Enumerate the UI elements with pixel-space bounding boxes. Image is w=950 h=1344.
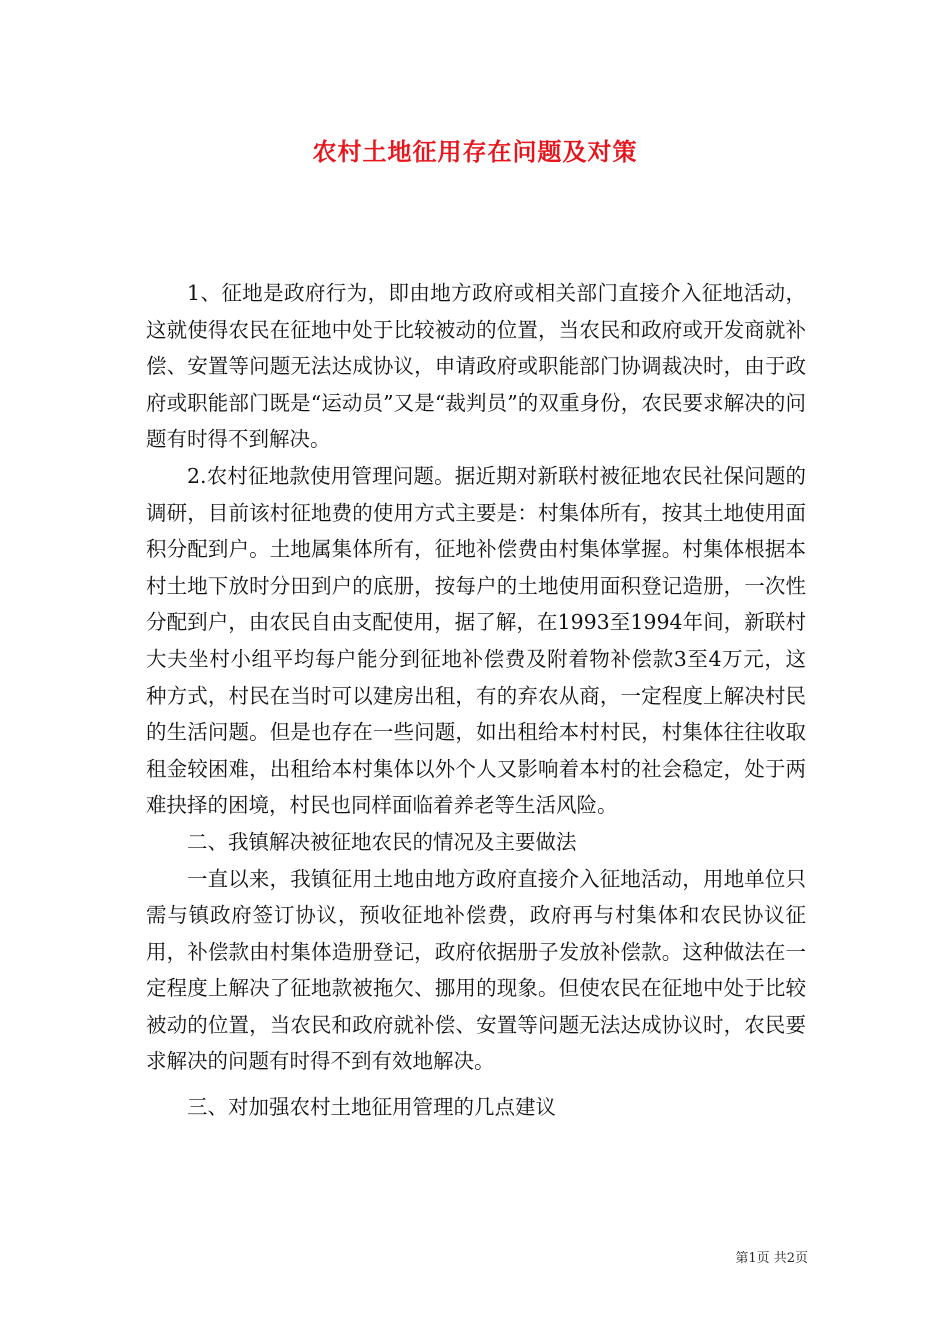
paragraph-1: 1、征地是政府行为，即由地方政府或相关部门直接介入征地活动，这就使得农民在征地中处于比较被动的位置，当农民和政府或开发商就补偿、安置等问题无法达成协议，申请政府或职能部门协调裁决时，由于政府或职能部门既是“运动员”又是“裁判员”的双重身份，农民要求解决的问题有时得不到解决。 (146, 281, 806, 452)
section-heading-3: 三、对加强农村土地征用管理的几点建议 (187, 1095, 556, 1120)
document-title: 农村土地征用存在问题及对策 (312, 137, 638, 166)
document-body (146, 275, 806, 1126)
section-heading-2: 二、我镇解决被征地农民的情况及主要做法 (187, 829, 577, 854)
paragraph-3: 一直以来，我镇征用土地由地方政府直接介入征地活动，用地单位只需与镇政府签订协议，预收征地补偿费，政府再与村集体和农民协议征用，补偿款由村集体造册登记，政府依据册子发放补偿款。这种做法在一定程度上解决了征地款被拖欠、挪用的现象。但使农民在征地中处于比较被动的位置，当农民和政府就补偿、安置等问题无法达成协议时，农民要求解决的问题有时得不到有效地解决。 (146, 866, 806, 1074)
page-number: 第1页 共2页 (735, 1251, 808, 1266)
paragraph-2: 2.农村征地款使用管理问题。据近期对新联村被征地农民社保问题的调研，目前该村征地费的使用方式主要是：村集体所有，按其土地使用面积分配到户。土地属集体所有，征地补偿费由村集体掌握。村集体根据本村土地下放时分田到户的底册，按每户的土地使用面积登记造册，一次性分配到户，由农民自由支配使用，据了解，在1993至1994年间，新联村大夫坐村小组平均每户能分到征地补偿费及附着物补偿款3至4万元，这种方式，村民在当时可以建房出租，有的弃农从商，一定程度上解决村民的生活问题。但是也存在一些问题，如出租给本村村民，村集体往往收取租金较困难，出租给本村集体以外个人又影响着本村的社会稳定，处于两难抉择的困境，村民也同样面临着养老等生活风险。 (146, 463, 806, 818)
